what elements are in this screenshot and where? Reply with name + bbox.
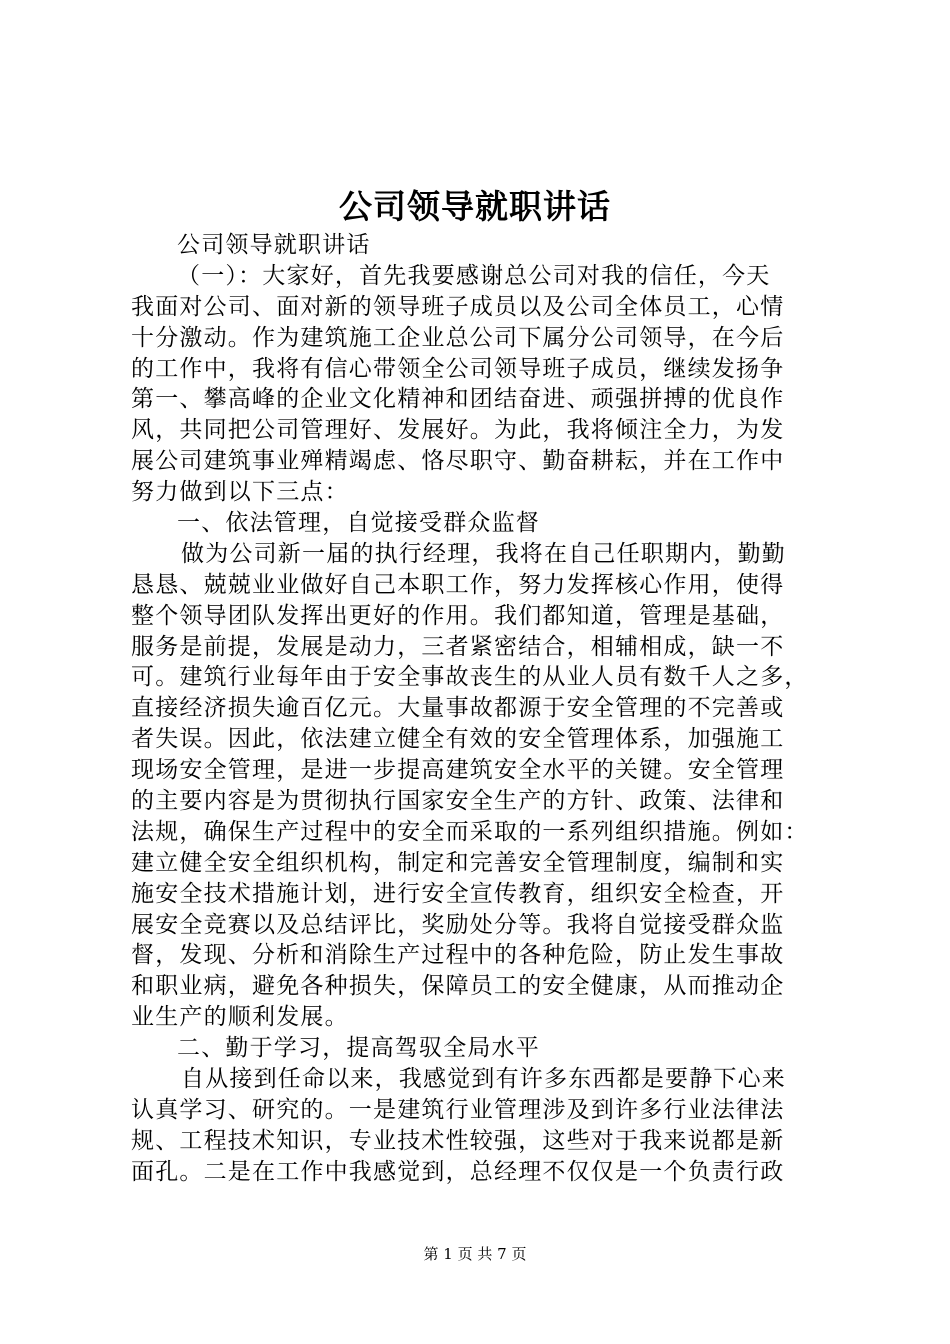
page-footer: 第 1 页 共 7 页 <box>423 1245 527 1263</box>
text-line: 二、勤于学习，提高驾驭全局水平 <box>177 1035 540 1062</box>
text-line: 现场安全管理，是进一步提高建筑安全水平的关键。安全管理 <box>131 757 785 784</box>
text-line: 建立健全安全组织机构，制定和完善安全管理制度，编制和实 <box>131 849 785 876</box>
text-line: 督，发现、分析和消除生产过程中的各种危险，防止发生事故 <box>131 942 785 969</box>
text-line: 者失误。因此，依法建立健全有效的安全管理体系，加强施工 <box>131 726 785 753</box>
text-line: 业生产的顺利发展。 <box>131 1004 349 1031</box>
text-line: 公司领导就职讲话 <box>177 232 371 258</box>
text-line: 我面对公司、面对新的领导班子成员以及公司全体员工，心情 <box>131 293 785 320</box>
text-line: 做为公司新一届的执行经理，我将在自己任职期内，勤勤 <box>181 540 786 567</box>
text-line: 直接经济损失逾百亿元。大量事故都源于安全管理的不完善或 <box>131 695 785 722</box>
text-line: 十分激动。作为建筑施工企业总公司下属分公司领导，在今后 <box>131 324 785 351</box>
text-line: （一）：大家好，首先我要感谢总公司对我的信任，今天 <box>177 262 771 289</box>
text-line: 可。建筑行业每年由于安全事故丧生的从业人员有数千人之多， <box>131 664 809 691</box>
text-line: 面孔。二是在工作中我感觉到，总经理不仅仅是一个负责行政 <box>131 1158 785 1185</box>
text-line: 认真学习、研究的。一是建筑行业管理涉及到许多行业法律法 <box>131 1096 785 1123</box>
text-line: 自从接到任命以来，我感觉到有许多东西都是要静下心来 <box>181 1066 786 1093</box>
text-line: 展安全竞赛以及总结评比，奖励处分等。我将自觉接受群众监 <box>131 911 785 938</box>
document-title: 公司领导就职讲话 <box>339 187 611 226</box>
text-line: 和职业病，避免各种损失，保障员工的安全健康，从而推动企 <box>131 973 785 1000</box>
text-line: 法规，确保生产过程中的安全而采取的一系列组织措施。例如： <box>131 818 809 845</box>
text-line: 展公司建筑事业殚精竭虑、恪尽职守、勤奋耕耘，并在工作中 <box>131 448 785 475</box>
text-line: 施安全技术措施计划，进行安全宣传教育，组织安全检查，开 <box>131 880 785 907</box>
text-line: 恳恳、兢兢业业做好自己本职工作，努力发挥核心作用，使得 <box>131 571 785 598</box>
text-line: 风，共同把公司管理好、发展好。为此，我将倾注全力，为发 <box>131 417 785 444</box>
text-line: 的主要内容是为贯彻执行国家安全生产的方针、政策、法律和 <box>131 788 785 815</box>
text-line: 第一、攀高峰的企业文化精神和团结奋进、顽强拼搏的优良作 <box>131 386 785 413</box>
text-line: 一、依法管理，自觉接受群众监督 <box>177 510 540 537</box>
text-line: 的工作中，我将有信心带领全公司领导班子成员，继续发扬争 <box>131 355 785 382</box>
text-line: 努力做到以下三点： <box>131 479 349 506</box>
text-line: 服务是前提，发展是动力，三者紧密结合，相辅相成，缺一不 <box>131 633 785 660</box>
text-line: 整个领导团队发挥出更好的作用。我们都知道，管理是基础， <box>131 602 785 629</box>
text-line: 规、工程技术知识，专业技术性较强，这些对于我来说都是新 <box>131 1127 785 1154</box>
document-body <box>131 230 831 1188</box>
